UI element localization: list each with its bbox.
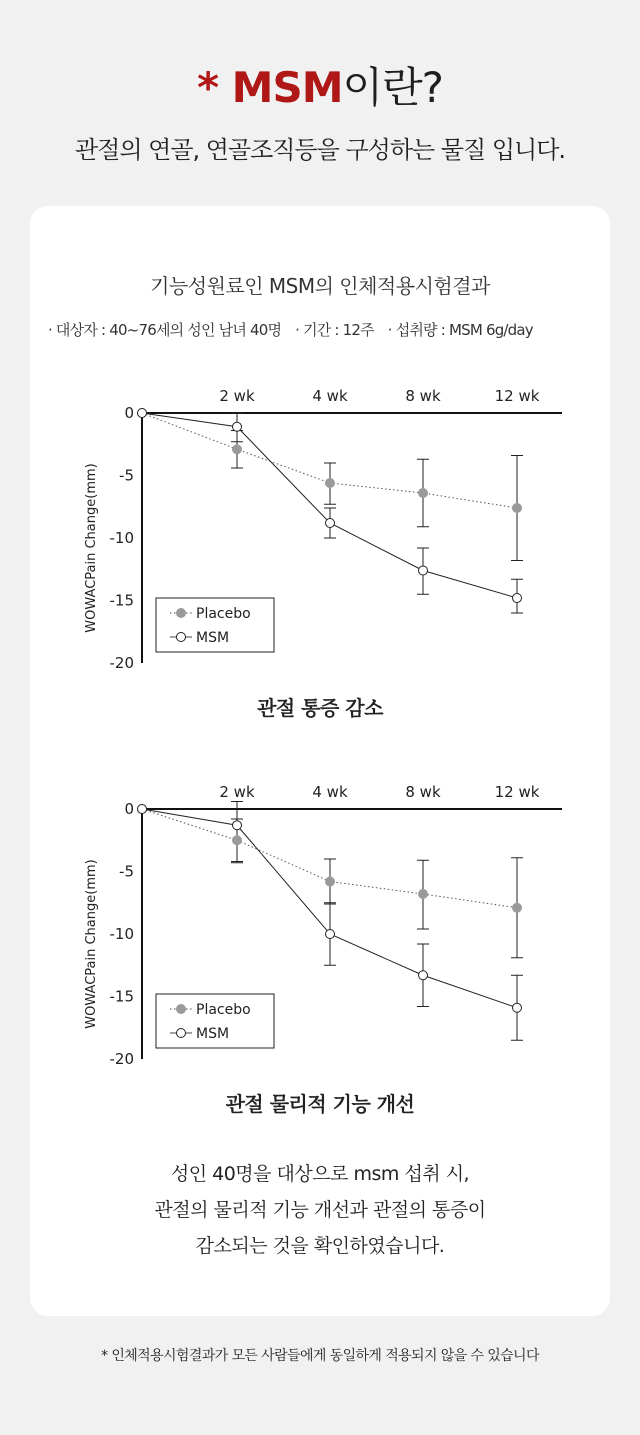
y-tick-label: 0 bbox=[124, 800, 134, 818]
x-tick-label: 8 wk bbox=[405, 387, 441, 405]
msm-data-point bbox=[138, 805, 147, 814]
y-tick-label: -10 bbox=[109, 529, 134, 547]
legend-msm-label: MSM bbox=[196, 630, 230, 646]
placebo-data-point bbox=[513, 903, 522, 912]
placebo-data-point bbox=[326, 877, 335, 886]
legend-msm-marker bbox=[177, 1029, 186, 1038]
msm-data-point bbox=[233, 821, 242, 830]
summary-line: 성인 40명을 대상으로 msm 섭취 시, bbox=[170, 1163, 470, 1185]
placebo-data-point bbox=[233, 836, 242, 845]
physical-function-chart bbox=[70, 766, 580, 1076]
legend-placebo-marker bbox=[177, 1005, 186, 1014]
disclaimer-footnote: * 인체적용시험결과가 모든 사람들에게 동일하게 적용되지 않을 수 있습니다 bbox=[101, 1348, 539, 1364]
placebo-data-point bbox=[326, 479, 335, 488]
msm-data-point bbox=[138, 409, 147, 418]
study-info-subjects: · 대상자 : 40~76세의 성인 남녀 40명 bbox=[48, 321, 282, 339]
x-tick-label: 2 wk bbox=[219, 783, 255, 801]
legend-placebo-label: Placebo bbox=[196, 606, 251, 622]
study-info-dose: · 섭취량 : MSM 6g/day bbox=[387, 321, 533, 339]
summary-line: 감소되는 것을 확인하였습니다. bbox=[195, 1235, 445, 1257]
x-tick-label: 12 wk bbox=[494, 783, 540, 801]
chart-caption-pain: 관절 통증 감소 bbox=[257, 696, 383, 720]
y-axis-label: WOWACPain Change(mm) bbox=[84, 859, 99, 1029]
summary-line: 관절의 물리적 기능 개선과 관절의 통증이 bbox=[154, 1199, 486, 1221]
legend-msm-marker bbox=[177, 633, 186, 642]
study-info bbox=[48, 319, 608, 340]
y-tick-label: 0 bbox=[124, 404, 134, 422]
y-tick-label: -20 bbox=[109, 1050, 134, 1068]
x-tick-label: 8 wk bbox=[405, 783, 441, 801]
legend-placebo-label: Placebo bbox=[196, 1002, 251, 1018]
msm-data-point bbox=[326, 930, 335, 939]
placebo-data-point bbox=[233, 445, 242, 454]
y-tick-label: -5 bbox=[119, 466, 134, 485]
y-tick-label: -15 bbox=[109, 591, 134, 610]
page-title bbox=[0, 58, 640, 118]
msm-series-line bbox=[142, 413, 517, 598]
placebo-data-point bbox=[419, 890, 428, 899]
chart-caption-function: 관절 물리적 기능 개선 bbox=[225, 1092, 415, 1116]
legend-placebo-marker bbox=[177, 609, 186, 618]
msm-data-point bbox=[513, 594, 522, 603]
y-tick-label: -15 bbox=[109, 987, 134, 1006]
summary-text bbox=[30, 1156, 610, 1264]
study-info-period: · 기간 : 12주 bbox=[295, 321, 374, 339]
x-tick-label: 4 wk bbox=[312, 387, 348, 405]
placebo-data-point bbox=[513, 504, 522, 513]
y-tick-label: -10 bbox=[109, 925, 134, 943]
msm-data-point bbox=[326, 519, 335, 528]
msm-data-point bbox=[513, 1003, 522, 1012]
msm-data-point bbox=[233, 422, 242, 431]
title-rest: 이란? bbox=[342, 63, 443, 112]
title-accent: * MSM bbox=[197, 63, 343, 112]
y-axis-label: WOWACPain Change(mm) bbox=[84, 463, 99, 633]
page-subtitle: 관절의 연골, 연골조직등을 구성하는 물질 입니다. bbox=[74, 136, 566, 164]
y-tick-label: -20 bbox=[109, 654, 134, 672]
study-results-card bbox=[30, 206, 610, 1316]
pain-reduction-chart bbox=[70, 370, 580, 680]
placebo-data-point bbox=[419, 489, 428, 498]
x-tick-label: 2 wk bbox=[219, 387, 255, 405]
msm-data-point bbox=[419, 566, 428, 575]
x-tick-label: 12 wk bbox=[494, 387, 540, 405]
study-title: 기능성원료인 MSM의 인체적용시험결과 bbox=[150, 274, 490, 298]
msm-data-point bbox=[419, 971, 428, 980]
x-tick-label: 4 wk bbox=[312, 783, 348, 801]
y-tick-label: -5 bbox=[119, 862, 134, 881]
legend-msm-label: MSM bbox=[196, 1026, 230, 1042]
